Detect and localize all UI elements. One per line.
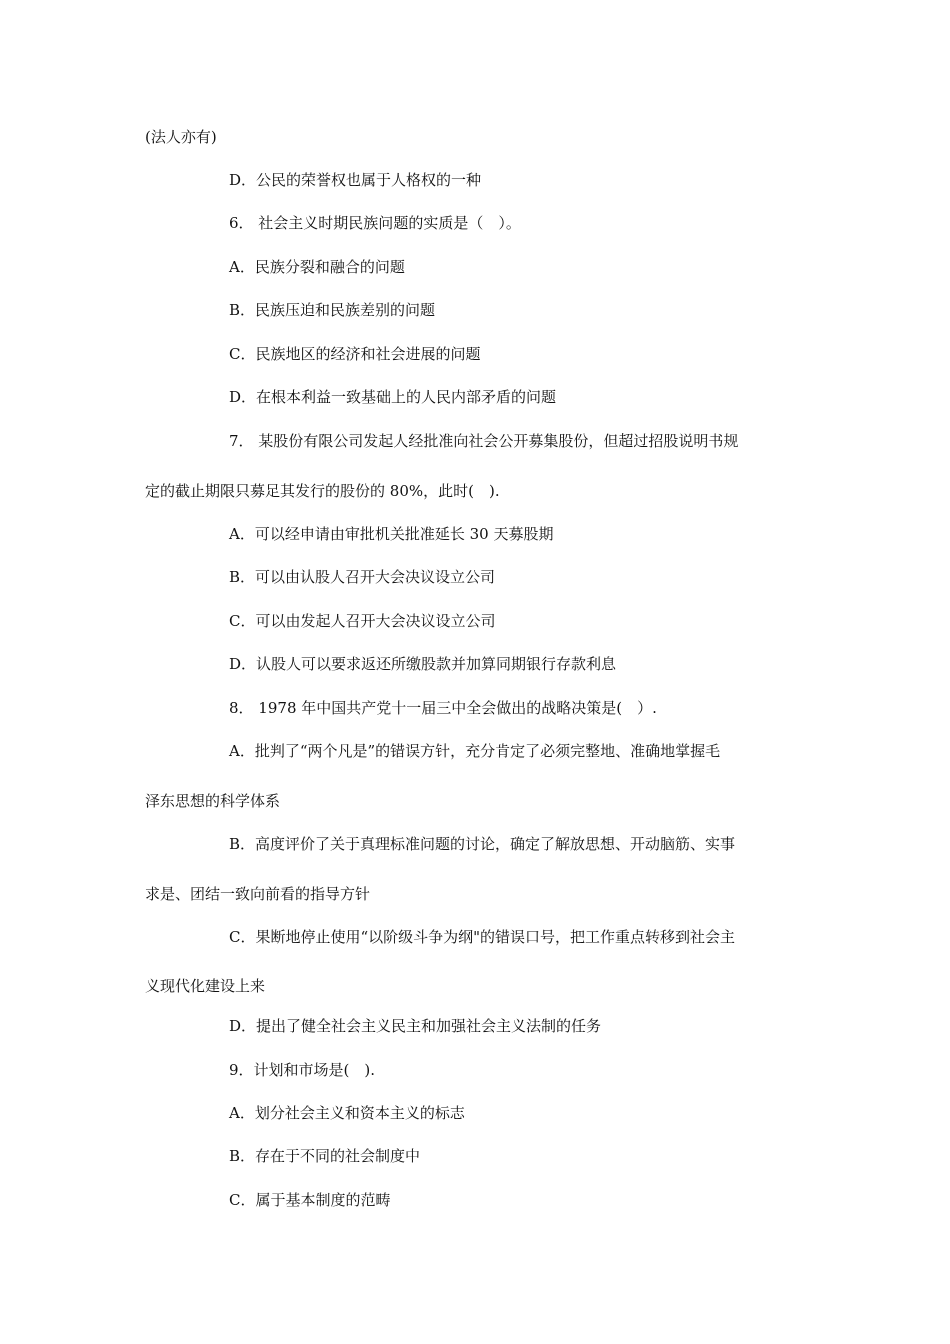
question-6: 6． 社会主义时期民族问题的实质是（ ）。 <box>229 214 521 232</box>
option-8-d: D．提出了健全社会主义民主和加强社会主义法制的任务 <box>229 1017 602 1035</box>
question-7: 7． 某股份有限公司发起人经批准向社会公开募集股份，但超过招股说明书规 <box>229 432 739 450</box>
option-8-c-cont: 义现代化建设上来 <box>145 977 266 995</box>
option-6-a: A．民族分裂和融合的问题 <box>229 258 405 276</box>
option-8-c: C．果断地停止使用“以阶级斗争为纲"的错误口号，把工作重点转移到社会主 <box>229 928 736 946</box>
option-6-b: B．民族压迫和民族差别的问题 <box>229 301 436 319</box>
option-8-a: A．批判了“两个凡是”的错误方针，充分肯定了必须完整地、准确地掌握毛 <box>229 742 721 760</box>
option-6-d: D．在根本利益一致基础上的人民内部矛盾的问题 <box>229 388 557 406</box>
option-9-b: B．存在于不同的社会制度中 <box>229 1147 421 1165</box>
question-7-cont: 定的截止期限只募足其发行的股份的 80%，此时( ). <box>145 482 500 500</box>
question-9: 9．计划和市场是( ). <box>229 1061 376 1079</box>
option-8-b-cont: 求是、团结一致向前看的指导方针 <box>145 885 371 903</box>
option-8-b: B．高度评价了关于真理标准问题的讨论，确定了解放思想、开动脑筋、实事 <box>229 835 736 853</box>
question-8: 8． 1978 年中国共产党十一届三中全会做出的战略决策是( ）. <box>229 699 657 717</box>
text-line-fa-ren: (法人亦有) <box>145 128 217 146</box>
option-7-a: A．可以经申请由审批机关批准延长 30 天募股期 <box>229 525 554 543</box>
option-7-d: D．认股人可以要求返还所缴股款并加算同期银行存款利息 <box>229 655 617 673</box>
option-8-a-cont: 泽东思想的科学体系 <box>145 792 281 810</box>
option-7-c: C．可以由发起人召开大会决议设立公司 <box>229 612 496 630</box>
option-9-a: A．划分社会主义和资本主义的标志 <box>229 1104 465 1122</box>
option-9-c: C．属于基本制度的范畴 <box>229 1191 391 1209</box>
option-7-b: B．可以由认股人召开大会决议设立公司 <box>229 568 496 586</box>
option-5-d: D．公民的荣誉权也属于人格权的一种 <box>229 171 482 189</box>
option-6-c: C．民族地区的经济和社会进展的问题 <box>229 345 481 363</box>
